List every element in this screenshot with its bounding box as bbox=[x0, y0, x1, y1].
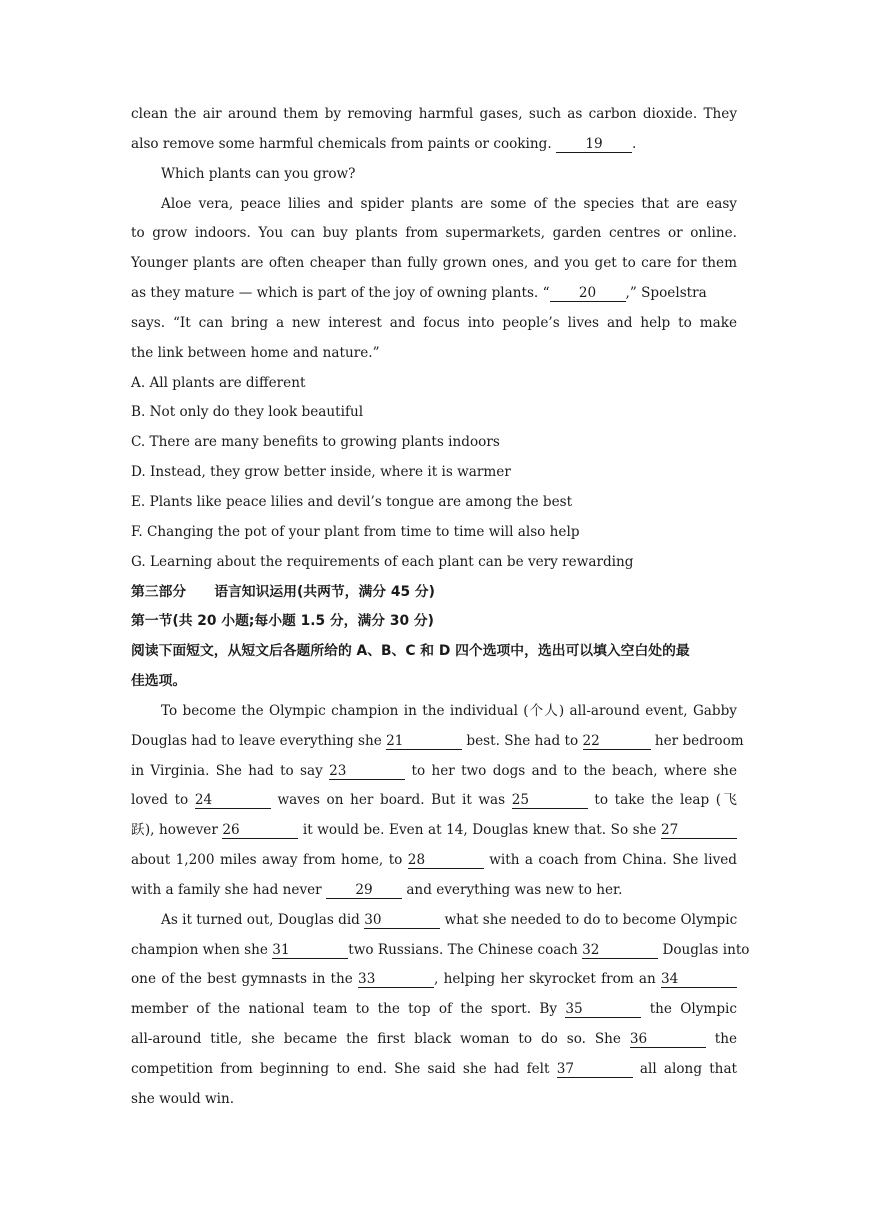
cloze-text: champion when she bbox=[131, 941, 268, 958]
passage-text: also remove some harmful chemicals from paints or cooking. bbox=[131, 135, 552, 152]
cloze-text: the bbox=[714, 1031, 738, 1048]
section-heading: Which plants can you grow? bbox=[161, 165, 356, 182]
blank-33: 33 bbox=[358, 972, 434, 988]
cloze-text: with a family she had never bbox=[131, 881, 322, 898]
blank-21: 21 bbox=[386, 734, 462, 750]
option-b: B. Not only do they look beautiful bbox=[131, 404, 364, 421]
blank-36: 36 bbox=[630, 1032, 706, 1048]
blank-19: 19 bbox=[556, 137, 632, 153]
cloze-text: Douglas had to leave everything she bbox=[131, 732, 382, 749]
cloze-line bbox=[131, 816, 737, 846]
cloze-line bbox=[131, 1025, 737, 1055]
option-a: A. All plants are different bbox=[131, 374, 306, 391]
cloze-text: competition from beginning to end. She said she had felt bbox=[131, 1061, 550, 1077]
cloze-line bbox=[131, 995, 737, 1025]
passage-text: ,” Spoelstra bbox=[625, 285, 707, 302]
passage-line: says. “It can bring a new interest and focus into people’s lives and help to make bbox=[131, 314, 737, 331]
cloze-text: all along that bbox=[639, 1061, 738, 1077]
cloze-text: best. She had to bbox=[466, 732, 579, 749]
cloze-text: and everything was new to her. bbox=[406, 881, 623, 898]
instructions-line: 阅读下面短文，从短文后各题所给的 A、B、C 和 D 四个选项中，选出可以填入空白处的最 bbox=[131, 643, 690, 660]
section-title bbox=[131, 578, 737, 608]
cloze-text: two Russians. The Chinese coach bbox=[348, 941, 578, 958]
blank-29: 29 bbox=[326, 883, 402, 899]
blank-20: 20 bbox=[550, 286, 626, 302]
instructions-line: 佳选项。 bbox=[131, 673, 187, 690]
cloze-line: she would win. bbox=[131, 1090, 235, 1107]
cloze-text: As it turned out, Douglas did bbox=[161, 911, 360, 928]
cloze-line bbox=[131, 1055, 737, 1085]
cloze-text: with a coach from China. She lived bbox=[489, 852, 737, 869]
cloze-text: one of the best gymnasts in the bbox=[131, 971, 353, 988]
blank-32: 32 bbox=[582, 943, 658, 959]
cloze-line bbox=[131, 876, 737, 906]
cloze-line bbox=[131, 906, 737, 936]
cloze-text: the Olympic bbox=[649, 1001, 737, 1018]
cloze-line bbox=[131, 757, 737, 787]
blank-28: 28 bbox=[408, 853, 484, 869]
blank-22: 22 bbox=[583, 734, 651, 750]
passage-line: Younger plants are often cheaper than fully grown ones, and you get to care for them bbox=[131, 255, 737, 272]
cloze-text: Douglas into bbox=[662, 941, 750, 958]
cloze-line bbox=[131, 965, 737, 995]
passage-line: to grow indoors. You can buy plants from supermarkets, garden centres or online. bbox=[131, 225, 737, 242]
cloze-line: To become the Olympic champion in the individual (个人) all-around event, Gabby bbox=[161, 702, 737, 719]
section-name: 语言知识运用(共两节，满分 45 分) bbox=[214, 583, 435, 600]
cloze-text: about 1,200 miles away from home, to bbox=[131, 852, 403, 869]
cloze-line bbox=[131, 936, 750, 966]
option-e: E. Plants like peace lilies and devil’s tongue are among the best bbox=[131, 493, 573, 510]
option-c: C. There are many benefits to growing plants indoors bbox=[131, 434, 500, 451]
cloze-line bbox=[131, 786, 737, 816]
cloze-text: in Virginia. She had to say bbox=[131, 762, 323, 779]
passage-line: clean the air around them by removing harmful gases, such as carbon dioxide. They bbox=[131, 106, 737, 122]
blank-34: 34 bbox=[661, 972, 737, 988]
passage-line: the link between home and nature.” bbox=[131, 344, 380, 361]
cloze-text: member of the national team to the top of the sport. By bbox=[131, 1001, 558, 1018]
blank-30: 30 bbox=[364, 913, 440, 929]
cloze-text: what she needed to do to become Olympic bbox=[444, 911, 738, 928]
cloze-text: , helping her skyrocket from an bbox=[434, 971, 656, 988]
cloze-text: 跃), however bbox=[131, 822, 218, 839]
subsection-title: 第一节(共 20 小题;每小题 1.5 分，满分 30 分) bbox=[131, 613, 434, 630]
cloze-text: all-around title, she became the first black woman to do so. She bbox=[131, 1031, 621, 1048]
cloze-text: waves on her board. But it was bbox=[277, 792, 506, 809]
blank-31: 31 bbox=[272, 943, 348, 959]
option-f: F. Changing the pot of your plant from time to time will also help bbox=[131, 523, 580, 540]
passage-line bbox=[131, 130, 737, 160]
section-number: 第三部分 bbox=[131, 583, 187, 600]
blank-25: 25 bbox=[512, 793, 588, 809]
blank-23: 23 bbox=[329, 764, 405, 780]
blank-37: 37 bbox=[557, 1062, 633, 1078]
cloze-text: loved to bbox=[131, 792, 189, 809]
passage-line bbox=[131, 279, 737, 309]
cloze-line bbox=[131, 846, 737, 876]
option-g: G. Learning about the requirements of each plant can be very rewarding bbox=[131, 553, 634, 570]
passage-text: as they mature — which is part of the joy of owning plants. “ bbox=[131, 285, 550, 302]
blank-24: 24 bbox=[195, 793, 271, 809]
cloze-text: to take the leap (飞 bbox=[594, 792, 737, 809]
cloze-text: it would be. Even at 14, Douglas knew that. So she bbox=[302, 822, 657, 839]
document-page bbox=[131, 100, 750, 1115]
option-d: D. Instead, they grow better inside, where it is warmer bbox=[131, 464, 511, 481]
blank-35: 35 bbox=[565, 1002, 641, 1018]
blank-27: 27 bbox=[661, 823, 737, 839]
cloze-text: her bedroom bbox=[654, 732, 744, 749]
passage-line: Aloe vera, peace lilies and spider plants are some of the species that are easy bbox=[161, 195, 737, 212]
cloze-text: to her two dogs and to the beach, where she bbox=[411, 762, 737, 779]
cloze-line bbox=[131, 727, 744, 757]
blank-26: 26 bbox=[222, 823, 298, 839]
passage-text: . bbox=[632, 135, 637, 152]
